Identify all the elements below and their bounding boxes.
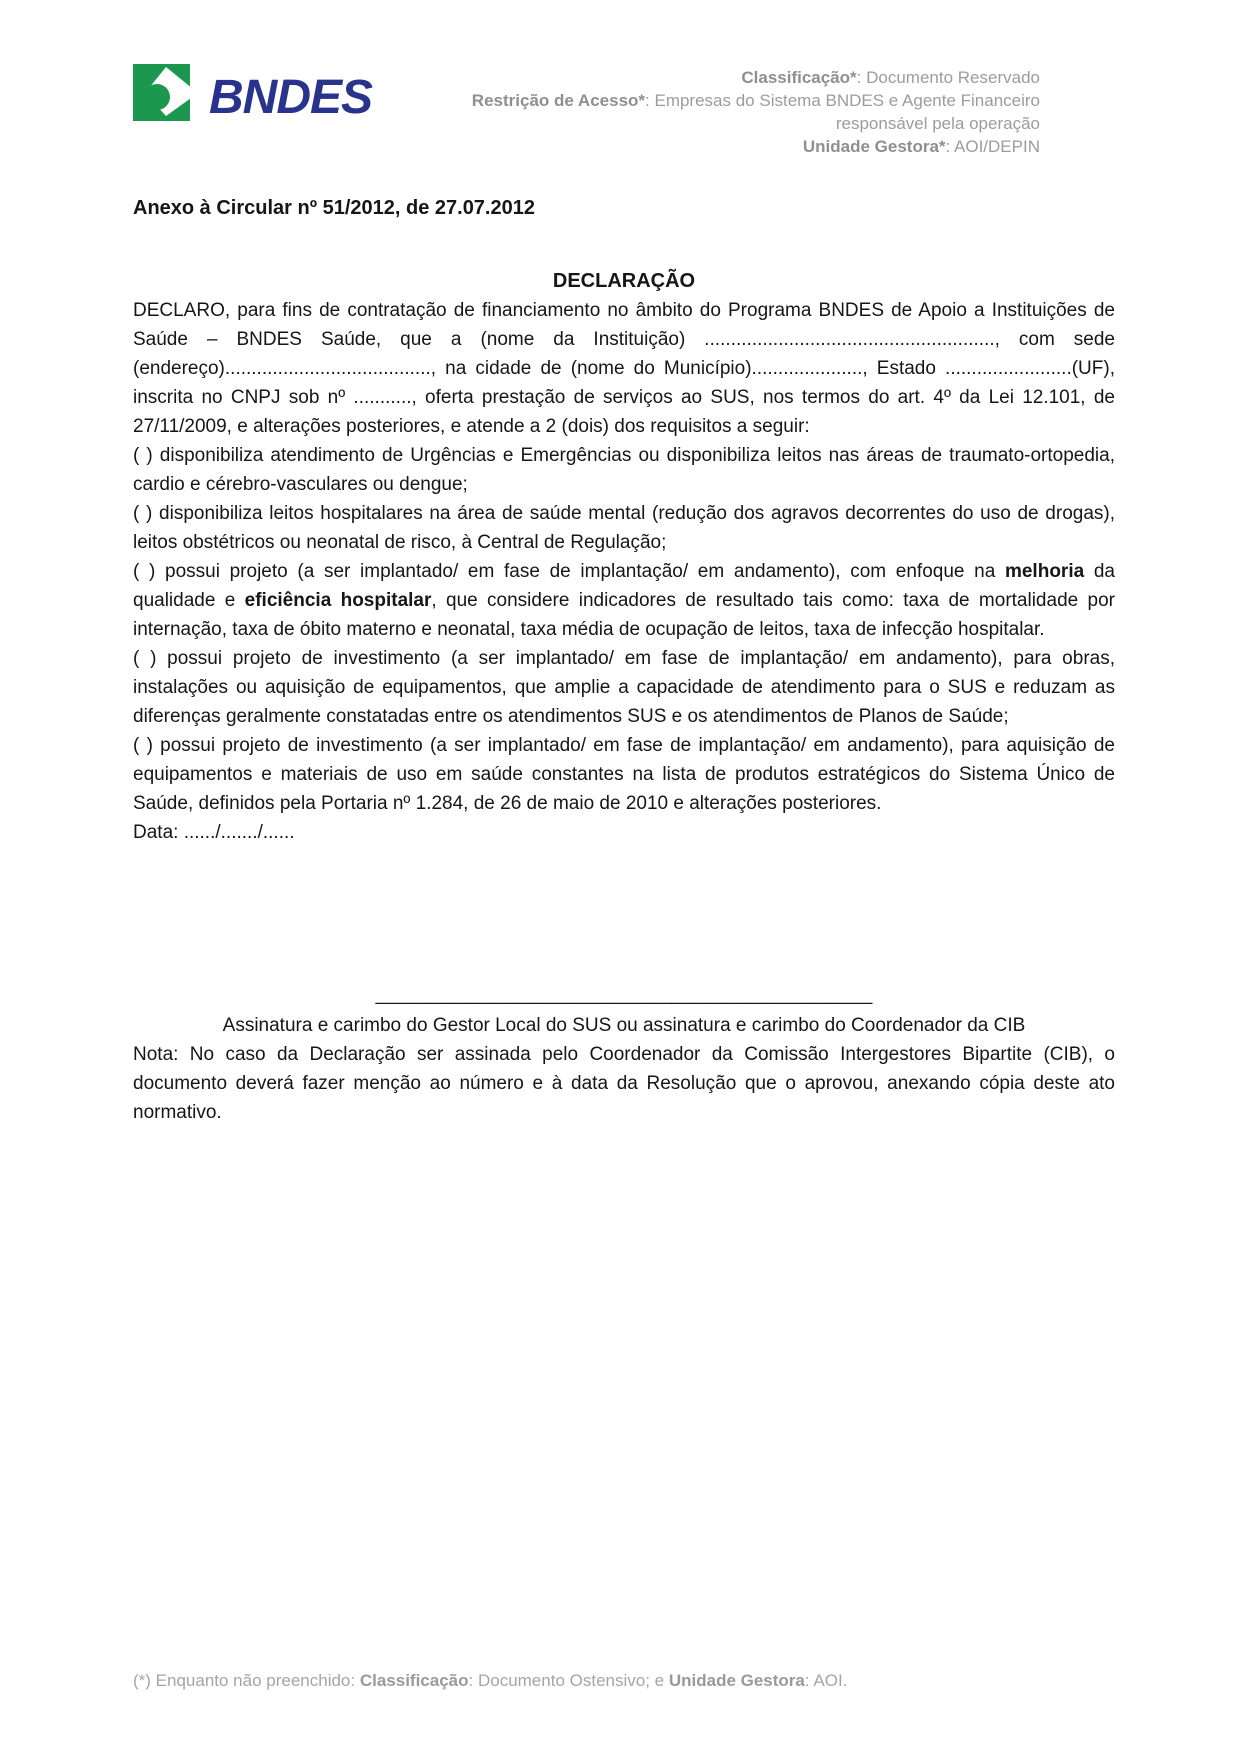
requirement-item-1: ( ) disponibiliza atendimento de Urgências e Emergências ou disponibiliza leitos nas áreas de traumato-ortopedia, cardio e cérebro-vasculares ou dengue; bbox=[133, 445, 1115, 495]
page-header bbox=[133, 64, 1115, 158]
date-line: Data: ....../......./...... bbox=[133, 822, 295, 843]
document-title: DECLARAÇÃO bbox=[552, 270, 696, 292]
footnote: (*) Enquanto não preenchido: Classificação: Documento Ostensivo; e Unidade Gestora: AOI. bbox=[133, 1671, 848, 1690]
requirement-item-4: ( ) possui projeto de investimento (a ser implantado/ em fase de implantação/ em andamento), para obras, instalações ou aquisição de equipamentos, que amplie a capacidade de atendimento para o SUS e reduzam as diferenças geralmente constatadas entre os atendimentos SUS e os atendimentos de Planos de Saúde; bbox=[133, 648, 1115, 727]
requirement-item-3: ( ) possui projeto (a ser implantado/ em fase de implantação/ em andamento), com enfoque na melhoria da qualidade e eficiência hospitalar, que considere indicadores de resultado tais como: taxa de mortalidade por internação, taxa de óbito materno e neonatal, taxa média de ocupação de leitos, taxa de infecção hospitalar. bbox=[133, 561, 1115, 640]
intro-paragraph: DECLARO, para fins de contratação de financiamento no âmbito do Programa BNDES de Apoio a Instituições de Saúde – BNDES Saúde, que a (nome da Instituição) ......................................................., com sede (endereço)......................................., na cidade de (nome do Município)....................., Estado ........................(UF), inscrita no CNPJ sob nº ..........., oferta prestação de serviços ao SUS, nos termos do art. 4º da Lei 12.101, de 27/11/2009, e alterações posteriores, e atende a 2 (dois) dos requisitos a seguir: bbox=[133, 300, 1115, 437]
signature-line: _______________________________________________ bbox=[375, 984, 873, 1005]
requirement-item-5: ( ) possui projeto de investimento (a ser implantado/ em fase de implantação/ em andamento), para aquisição de equipamentos e materiais de uso em saúde constantes na lista de produtos estratégicos do Sistema Único de Saúde, definidos pela Portaria nº 1.284, de 26 de maio de 2010 e alterações posteriores. bbox=[133, 735, 1115, 814]
bndes-logo-icon bbox=[133, 64, 199, 130]
anexo-title: Anexo à Circular nº 51/2012, de 27.07.2012 bbox=[133, 197, 535, 219]
bndes-logo-text: BNDES bbox=[209, 70, 373, 124]
bndes-logo bbox=[133, 64, 372, 130]
signature-block bbox=[133, 985, 1115, 1040]
classification-line: Classificação*: Documento Reservado bbox=[741, 68, 1040, 87]
requirement-item-2: ( ) disponibiliza leitos hospitalares na área de saúde mental (redução dos agravos decorrentes do uso de drogas), leitos obstétricos ou neonatal de risco, à Central de Regulação; bbox=[133, 503, 1115, 553]
signature-caption: Assinatura e carimbo do Gestor Local do SUS ou assinatura e carimbo do Coordenador da CIB bbox=[222, 1015, 1026, 1036]
access-restriction-line-2: responsável pela operação bbox=[835, 114, 1040, 133]
access-restriction-line: Restrição de Acesso*: Empresas do Sistema BNDES e Agente Financeiro bbox=[471, 91, 1040, 110]
nota-paragraph: Nota: No caso da Declaração ser assinada pelo Coordenador da Comissão Intergestores Bipartite (CIB), o documento deverá fazer menção ao número e à data da Resolução que o aprovou, anexando cópia deste ato normativo. bbox=[133, 1044, 1115, 1123]
managing-unit-line: Unidade Gestora*: AOI/DEPIN bbox=[802, 137, 1040, 156]
classification-block bbox=[472, 66, 1040, 158]
